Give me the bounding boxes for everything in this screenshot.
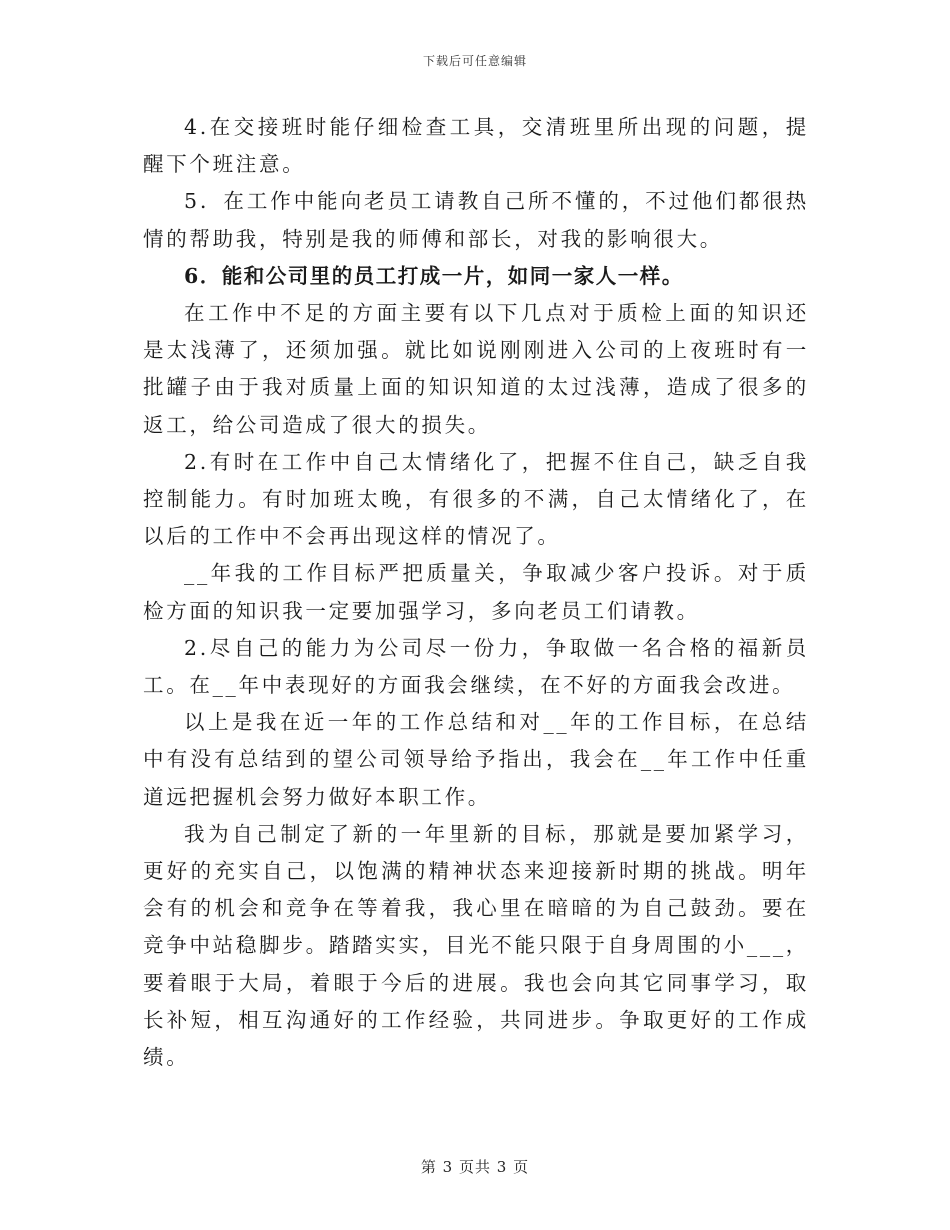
paragraph-shortcoming-2: 2.有时在工作中自己太情绪化了，把握不住自己，缺乏自我控制能力。有时加班太晚，有很多的不满，自己太情绪化了，在以后的工作中不会再出现这样的情况了。 — [143, 449, 809, 549]
paragraph-closing: 我为自己制定了新的一年里新的目标，那就是要加紧学习，更好的充实自己，以饱满的精神状态来迎接新时期的挑战。明年会有的机会和竞争在等着我，我心里在暗暗的为自己鼓劲。要在竞争中站稳脚步。踏踏实实，目光不能只限于自身周围的小___，要着眼于大局，着眼于今后的进展。我也会向其它同事学习，取长补短，相互沟通好的工作经验，共同进步。争取更好的工作成绩。 — [143, 821, 809, 1070]
paragraph-shortcomings: 在工作中不足的方面主要有以下几点对于质检上面的知识还是太浅薄了，还须加强。就比如说刚刚进入公司的上夜班时有一批罐子由于我对质量上面的知识知道的太过浅薄，造成了很多的返工，给公司造成了很大的损失。 — [143, 301, 809, 437]
page-header: 下载后可任意编辑 — [422, 54, 527, 68]
paragraph-goals: __年我的工作目标严把质量关，争取减少客户投诉。对于质检方面的知识我一定要加强学习，多向老员工们请教。 — [143, 561, 809, 623]
paragraph-item-5: 5．在工作中能向老员工请教自己所不懂的，不过他们都很热情的帮助我，特别是我的师傅和部长，对我的影响很大。 — [143, 189, 809, 251]
paragraph-summary: 以上是我在近一年的工作总结和对__年的工作目标，在总结中有没有总结到的望公司领导给予指出，我会在__年工作中任重道远把握机会努力做好本职工作。 — [143, 710, 809, 809]
paragraph-item-6: 6．能和公司里的员工打成一片，如同一家人一样。 — [184, 263, 684, 288]
document-body — [143, 109, 809, 1076]
paragraph-goal-2: 2.尽自己的能力为公司尽一份力，争取做一名合格的福新员工。在__年中表现好的方面我会继续，在不好的方面我会改进。 — [143, 635, 809, 698]
page-number: 第 3 页共 3 页 — [420, 1158, 530, 1176]
paragraph-item-4: 4.在交接班时能仔细检查工具，交清班里所出现的问题，提醒下个班注意。 — [143, 115, 809, 177]
